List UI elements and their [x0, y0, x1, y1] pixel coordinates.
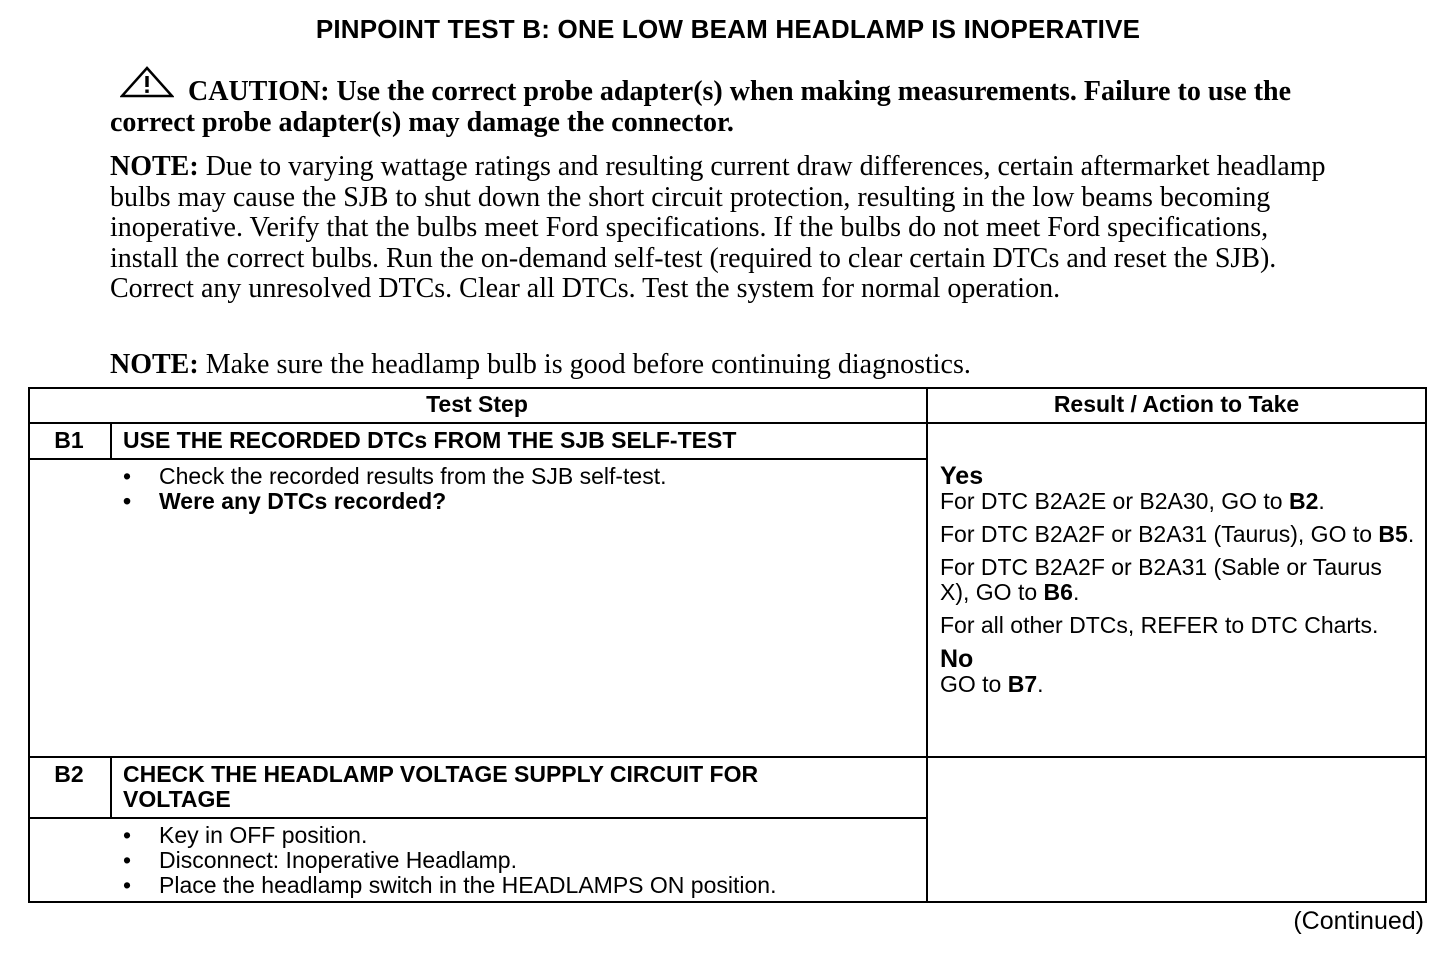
yes-label: Yes	[940, 462, 984, 490]
result-text: GO to	[940, 671, 1008, 697]
note-bulb	[110, 349, 1340, 380]
b1-id-divider	[110, 423, 112, 459]
result-text: .	[1072, 579, 1080, 605]
result-item	[940, 672, 1415, 697]
row-divider	[28, 756, 1427, 758]
step-id: B2	[54, 761, 84, 787]
step-heading: USE THE RECORDED DTCs FROM THE SJB SELF-TEST	[123, 427, 737, 453]
b1-heading-divider	[28, 458, 926, 460]
result-text: .	[1407, 521, 1415, 547]
continued-label: (Continued)	[1293, 907, 1424, 935]
step-reference: B2	[1288, 488, 1319, 514]
caution-text: CAUTION: Use the correct probe adapter(s) when making measurements. Failure to use the correct probe adapter(s) may damage the connector.	[110, 76, 1292, 138]
pinpoint-table	[28, 387, 1427, 903]
result-item	[940, 522, 1415, 547]
step-reference: B6	[1043, 579, 1073, 605]
list-item: • Were any DTCs recorded?	[123, 489, 913, 514]
note-wattage	[110, 152, 1340, 305]
step-heading: CHECK THE HEADLAMP VOLTAGE SUPPLY CIRCUIT FOR VOLTAGE	[123, 761, 759, 812]
result-text: For DTC B2A2E or B2A30, GO to	[940, 488, 1289, 514]
list-item: • Key in OFF position.	[123, 823, 913, 848]
result-item	[940, 555, 1415, 605]
b2-id-divider	[110, 757, 112, 817]
column-divider	[926, 387, 928, 903]
table-border-bottom	[28, 901, 1427, 903]
step-instructions	[123, 823, 913, 898]
step-result	[940, 463, 1415, 705]
header-divider	[28, 422, 1427, 424]
step-reference: B5	[1378, 521, 1408, 547]
result-item	[940, 489, 1415, 514]
table-border-left	[28, 387, 30, 903]
list-item: • Place the headlamp switch in the HEADLAMPS ON position.	[123, 873, 913, 898]
note-text: Make sure the headlamp bulb is good before continuing diagnostics.	[198, 349, 971, 380]
result-text: For DTC B2A2F or B2A31 (Taurus), GO to	[940, 521, 1379, 547]
result-text: .	[1318, 488, 1325, 514]
note-label: NOTE:	[110, 349, 199, 380]
header-test-step: Test Step	[426, 391, 528, 417]
note-label: NOTE:	[110, 151, 199, 182]
step-id: B1	[54, 427, 84, 453]
result-text: For all other DTCs, REFER to DTC Charts.	[940, 612, 1379, 638]
note-text: Due to varying wattage ratings and resulting current draw differences, certain aftermarket headlamp bulbs may cause the SJB to shut down the short circuit protection, resulting in the low beams becoming inoperative. Verify that the bulbs meet Ford specifications. If the bulbs do not meet Ford specifications, install the correct bulbs. Run the on-demand self-test (required to clear certain DTCs and reset the SJB). Correct any unresolved DTCs. Clear all DTCs. Test the system for normal operation.	[110, 151, 1326, 305]
page-title: PINPOINT TEST B: ONE LOW BEAM HEADLAMP IS INOPERATIVE	[315, 14, 1141, 44]
no-label: No	[940, 645, 974, 673]
result-item	[940, 613, 1415, 638]
result-text: For DTC B2A2F or B2A31 (Sable or Taurus X), GO to	[940, 554, 1382, 605]
list-item: • Disconnect: Inoperative Headlamp.	[123, 848, 913, 873]
b2-heading-divider	[28, 817, 926, 819]
caution-block	[110, 74, 1330, 138]
step-instructions	[123, 464, 913, 514]
warning-triangle-icon	[120, 74, 174, 102]
header-result: Result / Action to Take	[1053, 391, 1300, 417]
table-border-top	[28, 387, 1427, 389]
table-border-right	[1425, 387, 1427, 903]
step-reference: B7	[1007, 671, 1038, 697]
result-text: .	[1037, 671, 1044, 697]
list-item: • Check the recorded results from the SJB self-test.	[123, 464, 913, 489]
